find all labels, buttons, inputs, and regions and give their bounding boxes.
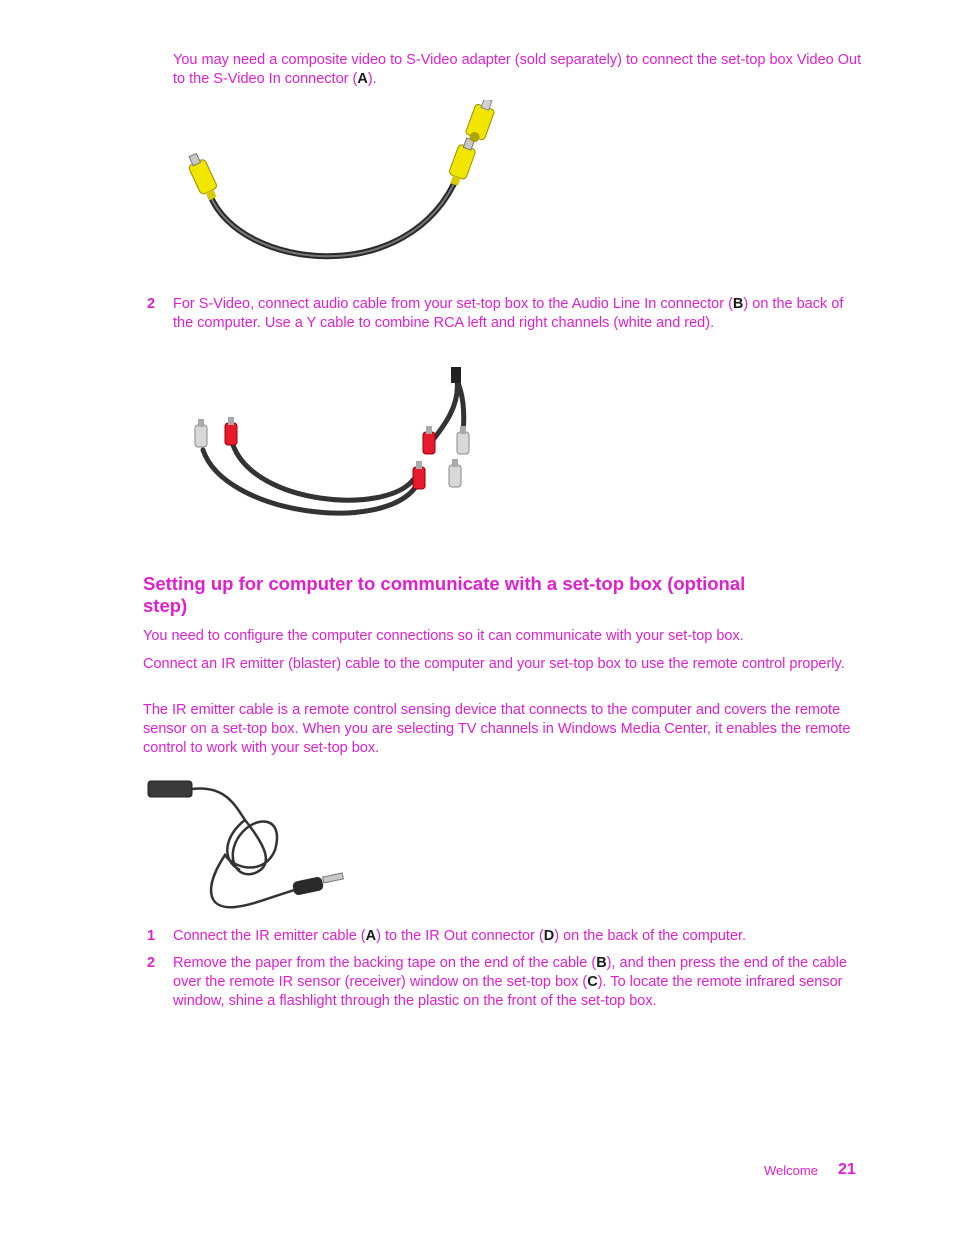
- step-text: ). To locate the remote infrared sensor window, shine a flashlight through the plastic on the front of the set-top box.: [173, 974, 843, 1009]
- ref-d: D: [543, 928, 555, 944]
- intro-text: You may need a composite video to S-Video adapter (sold separately) to connect the set-top box Video Out to the S-Video In connector (: [173, 52, 862, 87]
- ref-c: C: [587, 974, 598, 990]
- step2-text: For S-Video, connect audio cable from your set-top box to the Audio Line In connector (: [173, 296, 733, 312]
- section-paragraph-2: Connect an IR emitter (blaster) cable to the computer and your set-top box to use the remote control properly.: [143, 656, 845, 672]
- section-paragraph-1: You need to configure the computer connections so it can communicate with your set-top box.: [143, 628, 744, 644]
- ir-emitter-cable-illustration: [145, 775, 355, 915]
- ref-a: A: [365, 928, 377, 944]
- ref-b: B: [732, 296, 744, 312]
- step-2-paragraph: [173, 954, 863, 1011]
- step2-text-end: ) on the back of the computer. Use a Y cable to combine RCA left and right channels (white and red).: [173, 296, 844, 331]
- step-text: ) on the back of the computer.: [554, 928, 747, 944]
- footer-section-label: Welcome: [764, 1163, 818, 1178]
- section-paragraph-3: The IR emitter cable is a remote control sensing device that connects to the computer and covers the remote sensor on a set-top box. When you are selecting TV channels in Windows Media Center, it enables the remote control to work with your set-top box.: [143, 702, 851, 756]
- y-audio-cable-illustration: [185, 365, 485, 545]
- step-text: Connect the IR emitter cable (: [173, 928, 366, 944]
- step2-svideo-paragraph: [173, 295, 863, 333]
- section-heading: Setting up for computer to communicate with a set-top box (optional step): [143, 573, 746, 616]
- ref-b: B: [596, 955, 607, 971]
- step-number: 2: [147, 955, 156, 971]
- step-1-paragraph: [173, 927, 863, 946]
- step-text: ) to the IR Out connector (: [376, 928, 544, 944]
- step-number: 2: [147, 296, 156, 312]
- intro-paragraph: [173, 51, 863, 89]
- page-number: 21: [838, 1161, 856, 1178]
- composite-video-cable-illustration: [180, 100, 500, 275]
- ref-a: A: [357, 71, 368, 87]
- step-text: Remove the paper from the backing tape on the end of the cable (: [173, 955, 597, 971]
- step-number: 1: [147, 928, 156, 944]
- intro-text-end: ).: [367, 71, 377, 87]
- step-text: ), and then press the end of the cable over the remote IR sensor (receiver) window on the set-top box (: [173, 955, 847, 990]
